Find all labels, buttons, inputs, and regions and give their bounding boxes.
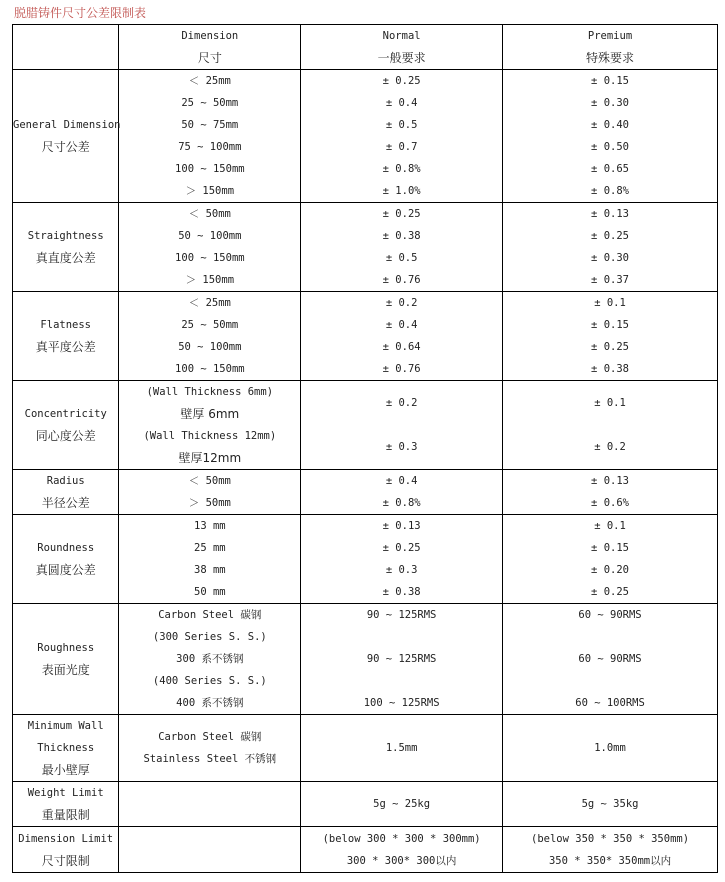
row-flatness: [13, 292, 718, 381]
premium-value: ± 0.30: [591, 252, 629, 264]
header-row: [13, 25, 718, 70]
normal-value: 5g ~ 25kg: [373, 798, 431, 810]
row-label-en: Thickness: [37, 742, 95, 754]
premium-value: 1.0mm: [594, 742, 626, 754]
dim-value: 300 系不锈钢: [176, 653, 244, 665]
normal-cell: [301, 470, 503, 515]
row-label-en: Radius: [46, 475, 85, 487]
header-normal-zh: 一般要求: [377, 51, 426, 65]
normal-value: ± 0.2: [385, 397, 418, 409]
dim-value: Carbon Steel 碳钢: [158, 731, 262, 743]
premium-value: ± 0.20: [591, 564, 629, 576]
dim-value: 75 ~ 100mm: [178, 141, 242, 153]
header-normal: [301, 25, 503, 70]
premium-value: ± 0.25: [591, 586, 629, 598]
premium-cell: [503, 715, 718, 782]
normal-value: ± 0.5: [385, 252, 418, 264]
dim-value: ＜ 50mm: [188, 475, 231, 487]
dim-value: Carbon Steel 碳钢: [158, 609, 262, 621]
normal-cell: [301, 203, 503, 292]
premium-value: 60 ~ 90RMS: [578, 653, 642, 665]
premium-value: 5g ~ 35kg: [581, 798, 639, 810]
normal-value: ± 0.76: [382, 363, 421, 375]
normal-value: ± 0.5: [385, 119, 418, 131]
normal-value: ± 0.4: [385, 97, 418, 109]
spacer: [503, 670, 717, 692]
dim-value: (Wall Thickness 12mm): [143, 430, 277, 442]
header-blank: [13, 25, 119, 70]
dim-value: (300 Series S. S.): [152, 631, 267, 643]
normal-value: 1.5mm: [385, 742, 418, 754]
premium-value: 60 ~ 100RMS: [575, 697, 645, 709]
premium-cell: [503, 827, 718, 873]
row-label-en: General Dimension: [13, 119, 121, 131]
premium-cell: [503, 604, 718, 715]
normal-cell: [301, 515, 503, 604]
spacer: [503, 626, 717, 648]
dim-value: 50 ~ 75mm: [181, 119, 239, 131]
normal-value: ± 0.38: [382, 230, 421, 242]
normal-value: ± 0.25: [382, 208, 421, 220]
row-label-en: Dimension Limit: [18, 832, 114, 845]
dim-value: 13 mm: [194, 520, 226, 532]
row-label: [13, 827, 119, 873]
row-roundness: [13, 515, 718, 604]
premium-value: ± 0.8%: [591, 185, 629, 197]
dim-value: 100 ~ 150mm: [175, 363, 245, 375]
header-dimension: [119, 25, 301, 70]
row-label: [13, 515, 119, 604]
premium-value: ± 0.2: [594, 441, 626, 453]
dim-value: ＜ 25mm: [188, 297, 231, 309]
normal-value: ± 0.8%: [382, 497, 421, 509]
row-roughness: [13, 604, 718, 715]
premium-cell: [503, 470, 718, 515]
row-label-en: Roughness: [37, 642, 95, 654]
premium-value: ± 0.25: [591, 230, 629, 242]
premium-value: ± 0.13: [591, 208, 629, 220]
normal-value: ± 0.4: [385, 475, 418, 487]
dimension-cell: [119, 515, 301, 604]
row-general-dimension: [13, 70, 718, 203]
dim-value: 25 mm: [194, 542, 226, 554]
row-label-en: Weight Limit: [27, 787, 104, 799]
dimension-cell: [119, 604, 301, 715]
normal-value: ± 0.25: [382, 542, 421, 554]
row-label-zh: 真直度公差: [35, 251, 96, 265]
spacer: [301, 626, 502, 648]
spacer: [301, 414, 502, 436]
dimension-cell: [119, 203, 301, 292]
normal-value: ± 0.64: [382, 341, 421, 353]
header-premium: [503, 25, 718, 70]
row-dimension-limit: [13, 827, 718, 873]
normal-cell: [301, 782, 503, 827]
row-label-en: Flatness: [40, 319, 91, 331]
dim-value: 50 ~ 100mm: [178, 230, 242, 242]
dim-value: Stainless Steel 不锈钢: [143, 753, 277, 765]
dim-value: 100 ~ 150mm: [175, 163, 245, 175]
normal-value: ± 0.8%: [382, 163, 421, 175]
row-label-zh: 尺寸公差: [41, 140, 90, 154]
normal-value: 100 ~ 125RMS: [363, 697, 440, 709]
premium-value: 60 ~ 90RMS: [578, 609, 642, 621]
row-label: [13, 470, 119, 515]
dimension-cell: [119, 715, 301, 782]
row-label-zh: 同心度公差: [35, 429, 96, 443]
dimension-cell: [119, 827, 301, 873]
row-label-zh: 真圆度公差: [35, 563, 96, 577]
premium-value: ± 0.15: [591, 319, 629, 331]
dim-value: 400 系不锈钢: [176, 697, 244, 709]
premium-value: ± 0.50: [591, 141, 629, 153]
premium-value: ± 0.37: [591, 274, 629, 286]
premium-value: (below 350 * 350 * 350mm): [531, 832, 690, 845]
header-dimension-en: Dimension: [181, 30, 239, 42]
spacer: [503, 414, 717, 436]
premium-value: ± 0.13: [591, 475, 629, 487]
dim-value: 25 ~ 50mm: [181, 319, 239, 331]
normal-cell: [301, 292, 503, 381]
row-label-zh: 尺寸限制: [41, 853, 90, 868]
premium-value: ± 0.1: [594, 297, 626, 309]
dim-value: (Wall Thickness 6mm): [146, 386, 274, 398]
row-label-en: Roundness: [37, 542, 95, 554]
dim-value: 38 mm: [194, 564, 226, 576]
dim-value: ＞ 50mm: [188, 497, 231, 509]
dim-value: 壁厚 6mm: [180, 407, 240, 421]
row-label: [13, 381, 119, 470]
normal-value: ± 0.7: [385, 141, 418, 153]
row-label-zh: 真平度公差: [35, 340, 96, 354]
normal-cell: [301, 604, 503, 715]
page-title: 脱腊铸件尺寸公差限制表: [14, 6, 147, 20]
row-label-zh: 重量限制: [41, 808, 90, 822]
premium-value: ± 0.25: [591, 341, 629, 353]
dimension-cell: [119, 381, 301, 470]
header-premium-zh: 特殊要求: [586, 51, 635, 65]
normal-value: ± 0.3: [385, 441, 418, 453]
premium-value: ± 0.65: [591, 163, 629, 175]
premium-value: ± 0.38: [591, 363, 629, 375]
premium-cell: [503, 381, 718, 470]
normal-value: 90 ~ 125RMS: [366, 653, 437, 665]
dim-value: ＞ 150mm: [185, 185, 235, 197]
normal-value: ± 1.0%: [382, 185, 421, 197]
premium-cell: [503, 292, 718, 381]
row-label-zh: 半径公差: [41, 496, 90, 510]
normal-cell: [301, 715, 503, 782]
spacer: [301, 670, 502, 692]
row-label-en: Straightness: [27, 230, 104, 242]
normal-value: 90 ~ 125RMS: [366, 609, 437, 621]
dim-value: ＜ 50mm: [188, 208, 231, 220]
dimension-cell: [119, 292, 301, 381]
header-dimension-zh: 尺寸: [197, 51, 222, 65]
normal-value: (below 300 * 300 * 300mm): [322, 832, 481, 845]
premium-cell: [503, 70, 718, 203]
row-label: [13, 782, 119, 827]
normal-cell: [301, 827, 503, 873]
row-label: [13, 604, 119, 715]
row-label-en: Concentricity: [24, 408, 107, 420]
premium-value: ± 0.30: [591, 97, 629, 109]
premium-value: 350 * 350* 350mm以内: [548, 854, 672, 867]
row-radius: [13, 470, 718, 515]
row-label: [13, 70, 119, 203]
premium-value: ± 0.40: [591, 119, 629, 131]
premium-value: ± 0.6%: [591, 497, 629, 509]
premium-cell: [503, 515, 718, 604]
normal-value: ± 0.38: [382, 586, 421, 598]
premium-cell: [503, 203, 718, 292]
normal-cell: [301, 70, 503, 203]
dim-value: (400 Series S. S.): [152, 675, 267, 687]
premium-cell: [503, 782, 718, 827]
dimension-cell: [119, 70, 301, 203]
dim-value: 25 ~ 50mm: [181, 97, 239, 109]
row-label: [13, 715, 119, 782]
normal-value: ± 0.13: [382, 520, 421, 532]
dim-value: ＜ 25mm: [188, 75, 231, 87]
premium-value: ± 0.1: [594, 520, 626, 532]
header-premium-en: Premium: [587, 30, 633, 42]
normal-cell: [301, 381, 503, 470]
row-label-zh: 最小壁厚: [41, 763, 90, 777]
premium-value: ± 0.15: [591, 542, 629, 554]
dim-value: 50 ~ 100mm: [178, 341, 242, 353]
normal-value: ± 0.76: [382, 274, 421, 286]
row-straightness: [13, 203, 718, 292]
premium-value: ± 0.15: [591, 75, 629, 87]
normal-value: ± 0.4: [385, 319, 418, 331]
dim-value: 壁厚12mm: [178, 451, 242, 465]
premium-value: ± 0.1: [594, 397, 626, 409]
tolerance-table: [12, 24, 718, 873]
dim-value: 100 ~ 150mm: [175, 252, 245, 264]
row-label: [13, 203, 119, 292]
row-minimum-wall-thickness: [13, 715, 718, 782]
row-concentricity: [13, 381, 718, 470]
normal-value: 300 * 300* 300以内: [346, 854, 457, 867]
dimension-cell: [119, 782, 301, 827]
normal-value: ± 0.2: [385, 297, 418, 309]
dimension-cell: [119, 470, 301, 515]
dim-value: 50 mm: [194, 586, 226, 598]
normal-value: ± 0.25: [382, 75, 421, 87]
row-label-en: Minimum Wall: [27, 720, 104, 732]
row-label-zh: 表面光度: [41, 663, 90, 677]
header-normal-en: Normal: [382, 30, 421, 42]
row-weight-limit: [13, 782, 718, 827]
row-label: [13, 292, 119, 381]
dim-value: ＞ 150mm: [185, 274, 235, 286]
normal-value: ± 0.3: [385, 564, 418, 576]
